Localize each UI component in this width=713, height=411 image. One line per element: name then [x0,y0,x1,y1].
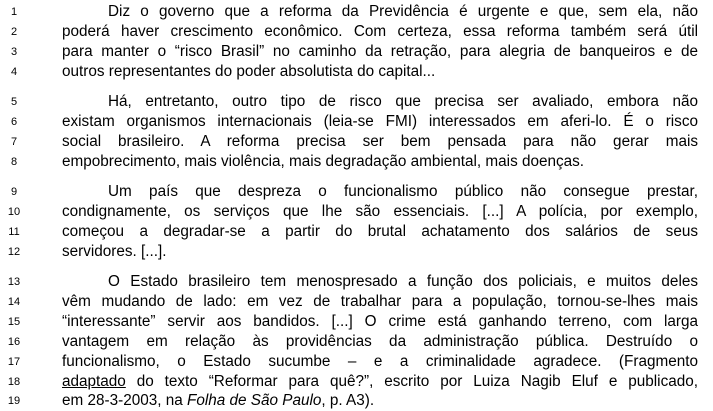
line-text-end: , p. A3). [321,392,375,409]
line-text: Há, entretanto, outro tipo de risco que precisa ser avaliado, embora não [108,93,698,110]
line-text [62,372,698,392]
text-line-19 [0,391,713,411]
line-text: poderá haver crescimento econômico. Com certeza, essa reforma também será útil [62,23,698,40]
line-number: 7 [10,136,18,148]
line-text: O Estado brasileiro tem menospresado a função dos policiais, e muitos deles [108,273,698,290]
line-number: 6 [10,116,18,128]
line-text: Um país que despreza o funcionalismo público não consegue prestar, [108,183,698,200]
line-number: 14 [7,296,21,308]
line-text: existam organismos internacionais (leia-se FMI) interessados em aferi-lo. É o risco [62,113,698,130]
text-line-5 [0,92,713,112]
line-text: Diz o governo que a reforma da Previdência é urgente e que, sem ela, não [108,3,698,20]
line-number: 18 [7,376,21,388]
line-text: outros representantes do poder absolutista do capital... [62,63,436,80]
line-text: “interessante” servir aos bandidos. [...] O crime está ganhando terreno, com larga [62,313,698,330]
text-line-11 [0,222,713,242]
line-number: 17 [7,356,21,368]
text-line-7 [0,132,713,152]
line-text: empobrecimento, mais violência, mais degradação ambiental, mais doenças. [62,153,585,170]
text-line-18 [0,372,713,392]
text-line-16 [0,332,713,352]
line-number: 13 [7,276,21,288]
line-text: funcionalismo, o Estado sucumbe – e a criminalidade agradece. (Fragmento [62,353,698,370]
line-number: 1 [10,6,18,18]
text-line-6 [0,112,713,132]
text-line-15 [0,312,713,332]
line-text: vantagem em relação às providências da administração pública. Destruído o [62,333,698,350]
line-text: vêm mudando de lado: em vez de trabalhar para a população, tornou-se-lhes mais [62,293,698,310]
text-line-3 [0,42,713,62]
text-line-1 [0,2,713,22]
line-number: 4 [10,66,18,78]
text-line-17 [0,352,713,372]
text-line-4 [0,62,713,82]
line-number: 5 [10,96,18,108]
line-text: para manter o “risco Brasil” no caminho da retração, para alegria de banqueiros e de [62,43,698,60]
line-text-rest: do texto “Reformar para quê?”, escrito por Luiza Nagib Eluf e publicado, [125,373,698,390]
text-line-12 [0,242,713,262]
line-number: 8 [10,156,18,168]
text-line-8 [0,152,713,172]
newspaper-title: Folha de São Paulo [187,392,322,409]
line-text [62,391,698,411]
line-text: começou a degradar-se a partir do brutal achatamento dos salários de seus [62,223,698,240]
line-text-start: em 28-3-2003, na [62,392,183,409]
underlined-word: adaptado [62,373,126,390]
text-line-14 [0,292,713,312]
line-text: servidores. [...]. [62,243,167,260]
text-line-2 [0,22,713,42]
text-line-9 [0,182,713,202]
text-line-10 [0,202,713,222]
line-number: 12 [7,246,21,258]
line-number: 9 [10,186,18,198]
line-text: social brasileiro. A reforma precisa ser bem pensada para não gerar mais [62,133,698,150]
line-number: 11 [8,226,20,238]
line-number: 2 [10,26,18,38]
line-number: 19 [7,395,21,407]
line-number: 10 [7,206,21,218]
line-text: condignamente, os serviços que lhe são essenciais. [...] A polícia, por exemplo, [62,203,698,220]
line-number: 15 [7,316,21,328]
text-line-13 [0,272,713,292]
line-number: 16 [7,336,21,348]
line-number: 3 [10,46,18,58]
